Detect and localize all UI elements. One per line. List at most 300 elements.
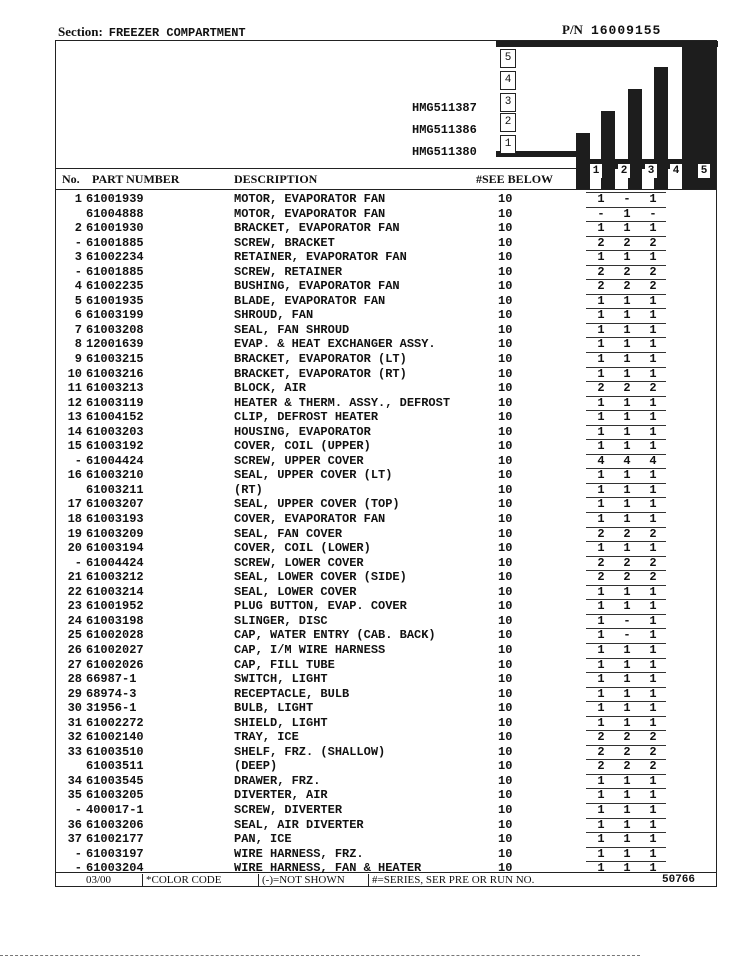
item-number: 36 bbox=[67, 817, 82, 832]
qty-model-1: 1 bbox=[597, 337, 605, 352]
series-number: 10 bbox=[498, 468, 513, 483]
part-number: 61003194 bbox=[86, 541, 144, 556]
qty-model-2: 1 bbox=[623, 686, 631, 701]
part-number: 61001930 bbox=[86, 221, 144, 236]
qty-model-3: 2 bbox=[649, 264, 657, 279]
part-number: 61003197 bbox=[86, 846, 144, 861]
table-row bbox=[56, 614, 716, 629]
qty-model-1: 1 bbox=[597, 322, 605, 337]
part-number: 61001952 bbox=[86, 599, 144, 614]
table-row bbox=[56, 497, 716, 512]
description: PAN, ICE bbox=[234, 832, 292, 847]
series-number: 10 bbox=[498, 453, 513, 468]
part-number: 61003204 bbox=[86, 861, 144, 876]
series-box-3: 3 bbox=[500, 93, 516, 112]
table-row bbox=[56, 454, 716, 469]
series-number: 10 bbox=[498, 192, 513, 206]
pn-label: P/N bbox=[562, 22, 583, 37]
item-number: 35 bbox=[67, 788, 82, 803]
qty-model-3: 2 bbox=[649, 744, 657, 759]
item-number: 33 bbox=[67, 744, 82, 759]
part-number: 61003511 bbox=[86, 759, 144, 774]
part-number: 61003212 bbox=[86, 570, 144, 585]
description: SEAL, LOWER COVER bbox=[234, 584, 357, 599]
item-number: - bbox=[74, 453, 82, 468]
table-row bbox=[56, 265, 716, 280]
description: BLOCK, AIR bbox=[234, 381, 307, 396]
table-row bbox=[56, 425, 716, 440]
description: CAP, I/M WIRE HARNESS bbox=[234, 642, 386, 657]
series-number: 10 bbox=[498, 846, 513, 861]
item-number: 30 bbox=[67, 701, 82, 716]
qty-model-1: 1 bbox=[597, 657, 605, 672]
part-number: 61003199 bbox=[86, 308, 144, 323]
qty-model-3: 1 bbox=[649, 802, 657, 817]
table-row bbox=[56, 585, 716, 600]
part-number: 12001639 bbox=[86, 337, 144, 352]
table-row bbox=[56, 323, 716, 338]
qty-model-3: 1 bbox=[649, 308, 657, 323]
qty-model-1: 1 bbox=[597, 308, 605, 323]
qty-model-1: 1 bbox=[597, 846, 605, 861]
item-number: 7 bbox=[74, 322, 82, 337]
qty-model-1: 1 bbox=[597, 439, 605, 454]
description: BRACKET, EVAPORATOR (RT) bbox=[234, 366, 407, 381]
series-number: 10 bbox=[498, 541, 513, 556]
qty-model-2: 1 bbox=[623, 512, 631, 527]
item-number: 19 bbox=[67, 526, 82, 541]
qty-model-1: 1 bbox=[597, 410, 605, 425]
qty-model-2: 1 bbox=[623, 788, 631, 803]
qty-model-2: 2 bbox=[623, 279, 631, 294]
item-number: - bbox=[74, 802, 82, 817]
qty-model-3: 1 bbox=[649, 861, 657, 876]
qty-model-2: 2 bbox=[623, 570, 631, 585]
qty-model-3: 1 bbox=[649, 773, 657, 788]
series-number: 10 bbox=[498, 497, 513, 512]
parts-table bbox=[55, 40, 717, 887]
footer bbox=[56, 874, 716, 887]
table-row bbox=[56, 337, 716, 352]
part-number: 61001935 bbox=[86, 293, 144, 308]
part-number: 61003215 bbox=[86, 352, 144, 367]
qty-model-2: 1 bbox=[623, 308, 631, 323]
qty-model-1: 1 bbox=[597, 701, 605, 716]
item-number: 25 bbox=[67, 628, 82, 643]
qty-model-1: 1 bbox=[597, 672, 605, 687]
qty-model-2: 1 bbox=[623, 337, 631, 352]
footer-separator bbox=[142, 874, 143, 887]
qty-model-2: 2 bbox=[623, 264, 631, 279]
item-number: 34 bbox=[67, 773, 82, 788]
part-number: 61003193 bbox=[86, 512, 144, 527]
qty-model-3: 2 bbox=[649, 730, 657, 745]
description: RECEPTACLE, BULB bbox=[234, 686, 350, 701]
qty-model-2: 2 bbox=[623, 730, 631, 745]
table-row bbox=[56, 847, 716, 862]
qty-model-3: 1 bbox=[649, 642, 657, 657]
series-box-2: 2 bbox=[500, 113, 516, 132]
footer-series: #=SERIES, SER PRE OR RUN NO. bbox=[372, 874, 535, 886]
qty-model-2: 1 bbox=[623, 293, 631, 308]
table-row bbox=[56, 701, 716, 716]
part-number: 61002028 bbox=[86, 628, 144, 643]
item-number: 13 bbox=[67, 410, 82, 425]
part-number: 61003192 bbox=[86, 439, 144, 454]
part-number: 61003205 bbox=[86, 788, 144, 803]
qty-model-3: 1 bbox=[649, 352, 657, 367]
description: COVER, EVAPORATOR FAN bbox=[234, 512, 386, 527]
item-number: 37 bbox=[67, 832, 82, 847]
description: (DEEP) bbox=[234, 759, 278, 774]
description: COVER, COIL (UPPER) bbox=[234, 439, 371, 454]
qty-model-3: 1 bbox=[649, 322, 657, 337]
series-number: 10 bbox=[498, 570, 513, 585]
table-row bbox=[56, 628, 716, 643]
part-number: 61003213 bbox=[86, 381, 144, 396]
qty-model-1: 1 bbox=[597, 832, 605, 847]
table-row bbox=[56, 832, 716, 847]
qty-model-3: 1 bbox=[649, 846, 657, 861]
qty-model-3: - bbox=[649, 206, 657, 221]
part-number: 400017-1 bbox=[86, 802, 144, 817]
part-number: 61002140 bbox=[86, 730, 144, 745]
description: RETAINER, EVAPORATOR FAN bbox=[234, 250, 407, 265]
qty-model-3: 1 bbox=[649, 221, 657, 236]
qty-model-3: 1 bbox=[649, 686, 657, 701]
page-edge-mark bbox=[0, 955, 640, 956]
footer-not-shown: (-)=NOT SHOWN bbox=[262, 874, 345, 886]
series-col-5: 5 bbox=[698, 164, 710, 178]
table-row bbox=[56, 250, 716, 265]
description: COVER, COIL (LOWER) bbox=[234, 541, 371, 556]
model-name: HMG511387 bbox=[412, 101, 477, 115]
series-number: 10 bbox=[498, 832, 513, 847]
table-row bbox=[56, 672, 716, 687]
series-number: 10 bbox=[498, 715, 513, 730]
qty-model-3: 1 bbox=[649, 250, 657, 265]
qty-model-2: 4 bbox=[623, 453, 631, 468]
part-number: 61003208 bbox=[86, 322, 144, 337]
qty-model-1: 1 bbox=[597, 250, 605, 265]
table-row bbox=[56, 818, 716, 833]
series-number: 10 bbox=[498, 264, 513, 279]
item-number: - bbox=[74, 235, 82, 250]
qty-model-3: 1 bbox=[649, 192, 657, 206]
series-number: 10 bbox=[498, 788, 513, 803]
table-row bbox=[56, 730, 716, 745]
section-value: FREEZER COMPARTMENT bbox=[108, 26, 246, 40]
footer-date: 03/00 bbox=[86, 874, 112, 886]
col-header-see-below: #SEE BELOW bbox=[476, 172, 554, 186]
qty-model-2: 1 bbox=[623, 599, 631, 614]
table-row bbox=[56, 221, 716, 236]
series-number: 10 bbox=[498, 439, 513, 454]
qty-model-3: 2 bbox=[649, 555, 657, 570]
qty-model-1: - bbox=[597, 206, 605, 221]
qty-model-3: 1 bbox=[649, 512, 657, 527]
table-row bbox=[56, 308, 716, 323]
qty-model-1: 1 bbox=[597, 599, 605, 614]
series-number: 10 bbox=[498, 250, 513, 265]
part-number: 61003545 bbox=[86, 773, 144, 788]
footer-code: 50766 bbox=[662, 874, 696, 886]
table-row bbox=[56, 367, 716, 382]
item-number: - bbox=[74, 846, 82, 861]
description: SHELF, FRZ. (SHALLOW) bbox=[234, 744, 386, 759]
series-number: 10 bbox=[498, 628, 513, 643]
table-row bbox=[56, 192, 716, 207]
series-number: 10 bbox=[498, 686, 513, 701]
series-col-3: 3 bbox=[645, 164, 657, 178]
part-number: 61003211 bbox=[86, 482, 144, 497]
qty-model-2: 1 bbox=[623, 410, 631, 425]
qty-model-2: 1 bbox=[623, 322, 631, 337]
description: SEAL, UPPER COVER (TOP) bbox=[234, 497, 400, 512]
part-number: 61003203 bbox=[86, 424, 144, 439]
part-number: 61001939 bbox=[86, 192, 144, 206]
qty-model-3: 2 bbox=[649, 759, 657, 774]
qty-model-3: 1 bbox=[649, 541, 657, 556]
description: CAP, FILL TUBE bbox=[234, 657, 335, 672]
description: DRAWER, FRZ. bbox=[234, 773, 321, 788]
part-number-header bbox=[562, 22, 661, 38]
series-number: 10 bbox=[498, 308, 513, 323]
item-number: 31 bbox=[67, 715, 82, 730]
description: MOTOR, EVAPORATOR FAN bbox=[234, 206, 386, 221]
qty-model-3: 1 bbox=[649, 410, 657, 425]
item-number: - bbox=[74, 264, 82, 279]
item-number: 11 bbox=[67, 381, 82, 396]
qty-model-1: 2 bbox=[597, 744, 605, 759]
part-number: 61004152 bbox=[86, 410, 144, 425]
col-header-no: No. bbox=[62, 172, 80, 186]
qty-model-2: - bbox=[623, 628, 631, 643]
description: BULB, LIGHT bbox=[234, 701, 314, 716]
item-number: 18 bbox=[67, 512, 82, 527]
series-box-5: 5 bbox=[500, 49, 516, 68]
item-number: 29 bbox=[67, 686, 82, 701]
qty-model-1: 1 bbox=[597, 482, 605, 497]
qty-model-2: 1 bbox=[623, 773, 631, 788]
pn-value: 16009155 bbox=[590, 23, 662, 38]
series-number: 10 bbox=[498, 424, 513, 439]
qty-model-1: 1 bbox=[597, 366, 605, 381]
part-number: 61001885 bbox=[86, 264, 144, 279]
qty-model-2: 1 bbox=[623, 352, 631, 367]
qty-model-2: 2 bbox=[623, 381, 631, 396]
table-row bbox=[56, 599, 716, 614]
part-number: 61003206 bbox=[86, 817, 144, 832]
qty-model-2: 1 bbox=[623, 642, 631, 657]
part-number: 66987-1 bbox=[86, 672, 137, 687]
item-number: 22 bbox=[67, 584, 82, 599]
description: MOTOR, EVAPORATOR FAN bbox=[234, 192, 386, 206]
part-number: 61002177 bbox=[86, 832, 144, 847]
qty-model-1: 1 bbox=[597, 788, 605, 803]
qty-model-3: 1 bbox=[649, 439, 657, 454]
item-number: 23 bbox=[67, 599, 82, 614]
part-number: 61003198 bbox=[86, 613, 144, 628]
part-number: 61003119 bbox=[86, 395, 144, 410]
qty-model-1: 1 bbox=[597, 395, 605, 410]
description: DIVERTER, AIR bbox=[234, 788, 328, 803]
qty-model-2: 2 bbox=[623, 555, 631, 570]
qty-model-3: 2 bbox=[649, 381, 657, 396]
header-bottom-divider bbox=[56, 189, 716, 190]
qty-model-1: 1 bbox=[597, 861, 605, 876]
item-number: 27 bbox=[67, 657, 82, 672]
qty-model-3: 1 bbox=[649, 482, 657, 497]
qty-model-2: 2 bbox=[623, 526, 631, 541]
table-row bbox=[56, 658, 716, 673]
part-number: 61003207 bbox=[86, 497, 144, 512]
qty-model-3: 2 bbox=[649, 570, 657, 585]
item-number: 16 bbox=[67, 468, 82, 483]
item-number: 5 bbox=[74, 293, 82, 308]
series-number: 10 bbox=[498, 584, 513, 599]
item-number: 4 bbox=[74, 279, 82, 294]
qty-model-3: 1 bbox=[649, 657, 657, 672]
qty-model-2: 1 bbox=[623, 541, 631, 556]
qty-model-2: 1 bbox=[623, 802, 631, 817]
qty-model-2: - bbox=[623, 613, 631, 628]
qty-model-3: 1 bbox=[649, 715, 657, 730]
series-number: 10 bbox=[498, 657, 513, 672]
description: HOUSING, EVAPORATOR bbox=[234, 424, 371, 439]
qty-model-3: 1 bbox=[649, 788, 657, 803]
series-number: 10 bbox=[498, 759, 513, 774]
table-row bbox=[56, 236, 716, 251]
qty-model-1: 1 bbox=[597, 642, 605, 657]
series-number: 10 bbox=[498, 526, 513, 541]
item-number: 17 bbox=[67, 497, 82, 512]
qty-model-3: 1 bbox=[649, 395, 657, 410]
qty-model-1: 2 bbox=[597, 279, 605, 294]
table-row bbox=[56, 207, 716, 222]
part-number: 61004424 bbox=[86, 555, 144, 570]
part-number: 61002026 bbox=[86, 657, 144, 672]
qty-model-1: 2 bbox=[597, 526, 605, 541]
qty-model-3: 1 bbox=[649, 497, 657, 512]
description: BRACKET, EVAPORATOR (LT) bbox=[234, 352, 407, 367]
qty-model-2: 1 bbox=[623, 482, 631, 497]
item-number: 6 bbox=[74, 308, 82, 323]
qty-model-3: 1 bbox=[649, 468, 657, 483]
description: PLUG BUTTON, EVAP. COVER bbox=[234, 599, 407, 614]
table-row bbox=[56, 774, 716, 789]
description: BUSHING, EVAPORATOR FAN bbox=[234, 279, 400, 294]
table-row bbox=[56, 410, 716, 425]
series-col-1: 1 bbox=[590, 164, 602, 178]
qty-model-2: 1 bbox=[623, 221, 631, 236]
description: SWITCH, LIGHT bbox=[234, 672, 328, 687]
item-number: 12 bbox=[67, 395, 82, 410]
qty-model-1: 2 bbox=[597, 235, 605, 250]
table-row bbox=[56, 570, 716, 585]
item-number: 24 bbox=[67, 613, 82, 628]
section-header bbox=[58, 24, 246, 40]
part-number: 61002234 bbox=[86, 250, 144, 265]
qty-model-3: 2 bbox=[649, 235, 657, 250]
series-number: 10 bbox=[498, 322, 513, 337]
table-row bbox=[56, 556, 716, 571]
qty-model-1: 2 bbox=[597, 381, 605, 396]
description: CLIP, DEFROST HEATER bbox=[234, 410, 379, 425]
series-col-2: 2 bbox=[618, 164, 630, 178]
table-row bbox=[56, 745, 716, 760]
qty-model-2: 1 bbox=[623, 424, 631, 439]
description: (RT) bbox=[234, 482, 263, 497]
series-number: 10 bbox=[498, 613, 513, 628]
series-number: 10 bbox=[498, 861, 513, 876]
description: WIRE HARNESS, FAN & HEATER bbox=[234, 861, 422, 876]
item-number: 28 bbox=[67, 672, 82, 687]
qty-model-2: 1 bbox=[623, 395, 631, 410]
qty-model-1: 1 bbox=[597, 686, 605, 701]
qty-model-1: 2 bbox=[597, 730, 605, 745]
description: HEATER & THERM. ASSY., DEFROST bbox=[234, 395, 451, 410]
item-number: 26 bbox=[67, 642, 82, 657]
series-number: 10 bbox=[498, 599, 513, 614]
table-row bbox=[56, 279, 716, 294]
table-row bbox=[56, 527, 716, 542]
qty-model-3: 1 bbox=[649, 366, 657, 381]
section-label: Section: bbox=[58, 24, 103, 39]
qty-model-2: 1 bbox=[623, 657, 631, 672]
series-col-4: 4 bbox=[670, 164, 682, 178]
qty-model-1: 1 bbox=[597, 613, 605, 628]
qty-model-3: 1 bbox=[649, 832, 657, 847]
series-box-1: 1 bbox=[500, 135, 516, 154]
table-row bbox=[56, 788, 716, 803]
series-number: 10 bbox=[498, 381, 513, 396]
series-number: 10 bbox=[498, 817, 513, 832]
description: SCREW, UPPER COVER bbox=[234, 453, 364, 468]
series-number: 10 bbox=[498, 366, 513, 381]
footer-color-code: *COLOR CODE bbox=[146, 874, 222, 886]
series-number: 10 bbox=[498, 730, 513, 745]
table-row bbox=[56, 512, 716, 527]
description: BLADE, EVAPORATOR FAN bbox=[234, 293, 386, 308]
qty-model-2: 1 bbox=[623, 366, 631, 381]
part-number: 61003209 bbox=[86, 526, 144, 541]
item-number: 10 bbox=[67, 366, 82, 381]
description: SLINGER, DISC bbox=[234, 613, 328, 628]
series-number: 10 bbox=[498, 512, 513, 527]
col-header-part: PART NUMBER bbox=[92, 172, 180, 186]
table-row bbox=[56, 396, 716, 411]
qty-model-2: 1 bbox=[623, 672, 631, 687]
table-row bbox=[56, 439, 716, 454]
table-row bbox=[56, 759, 716, 774]
qty-model-2: 2 bbox=[623, 759, 631, 774]
qty-model-1: 1 bbox=[597, 192, 605, 206]
qty-model-2: 1 bbox=[623, 468, 631, 483]
qty-model-2: 1 bbox=[623, 715, 631, 730]
qty-model-3: 1 bbox=[649, 584, 657, 599]
item-number: 9 bbox=[74, 352, 82, 367]
qty-model-2: 1 bbox=[623, 817, 631, 832]
item-number: 2 bbox=[74, 221, 82, 236]
qty-model-2: 1 bbox=[623, 701, 631, 716]
series-box-4: 4 bbox=[500, 71, 516, 90]
qty-model-3: 1 bbox=[649, 628, 657, 643]
qty-model-1: 1 bbox=[597, 715, 605, 730]
table-row bbox=[56, 687, 716, 702]
footer-separator bbox=[258, 874, 259, 887]
description: SHIELD, LIGHT bbox=[234, 715, 328, 730]
